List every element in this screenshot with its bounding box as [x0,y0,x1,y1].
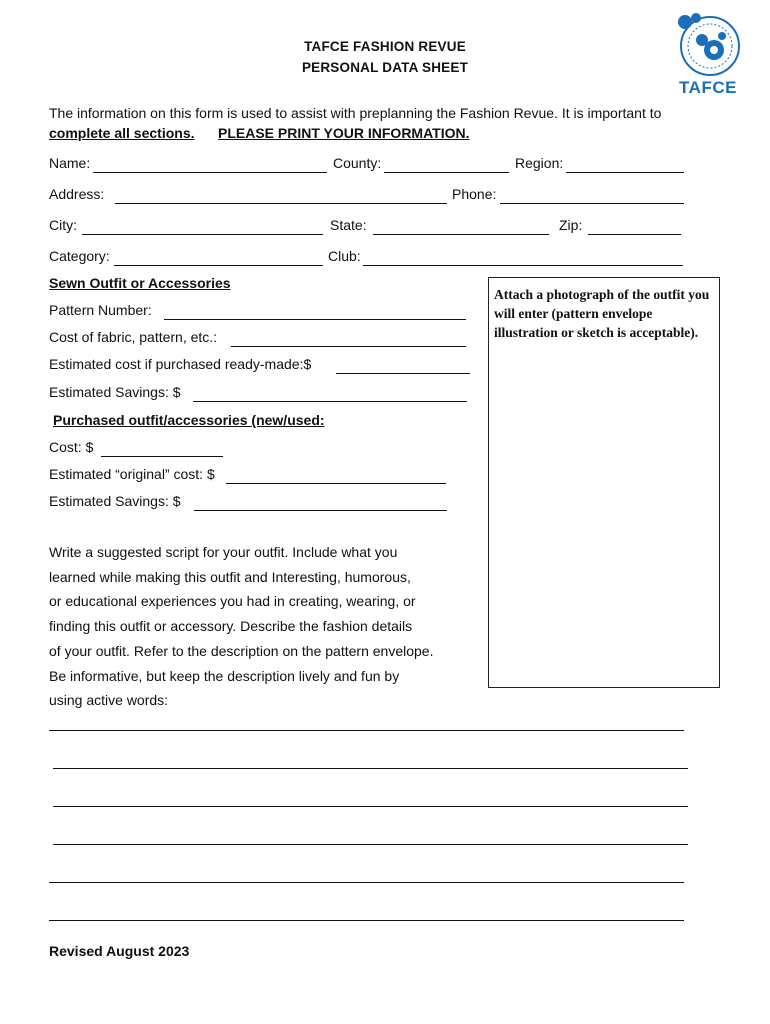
ready-made-cost-label: Estimated cost if purchased ready-made:$ [49,356,312,372]
logo-wordmark: TAFCE [679,78,737,97]
sewn-outfit-heading: Sewn Outfit or Accessories [49,275,231,291]
name-label: Name: [49,155,91,171]
script-line: finding this outfit or accessory. Describe the fashion details [49,618,413,635]
club-field[interactable] [363,248,683,266]
address-field[interactable] [115,186,447,204]
script-writing-line[interactable] [49,730,684,731]
pattern-number-field[interactable] [164,302,466,320]
phone-label: Phone: [452,186,497,202]
sewn-savings-field[interactable] [193,384,467,402]
category-field[interactable] [114,248,323,266]
revised-date: Revised August 2023 [49,943,190,959]
script-line: learned while making this outfit and Interesting, humorous, [49,568,411,585]
script-writing-line[interactable] [53,844,688,845]
script-line: Be informative, but keep the description lively and fun by [49,667,400,684]
county-field[interactable] [384,155,509,173]
tafce-logo [672,10,744,100]
script-writing-line[interactable] [49,882,684,883]
state-field[interactable] [373,217,549,235]
script-writing-line[interactable] [49,920,684,921]
county-label: County: [333,155,382,171]
city-field[interactable] [82,217,323,235]
complete-all-note: complete all sections. [49,125,195,141]
please-print-note: PLEASE PRINT YOUR INFORMATION. [218,125,470,141]
photo-attachment-box[interactable] [488,277,720,688]
zip-field[interactable] [588,217,681,235]
form-subtitle: PERSONAL DATA SHEET [301,60,469,75]
original-cost-field[interactable] [226,466,446,484]
ready-made-cost-field[interactable] [336,356,470,374]
pattern-number-label: Pattern Number: [49,302,152,318]
phone-field[interactable] [500,186,684,204]
category-label: Category: [49,248,110,264]
fabric-cost-label: Cost of fabric, pattern, etc.: [49,329,218,345]
purchased-savings-label: Estimated Savings: $ [49,493,181,509]
script-line: of your outfit. Refer to the description on the pattern envelope. [49,642,434,659]
script-instructions [49,540,479,713]
purchased-outfit-heading: Purchased outfit/accessories (new/used: [53,412,325,428]
club-label: Club: [328,248,361,264]
purchased-savings-field[interactable] [194,493,447,511]
photo-instructions: Attach a photograph of the outfit you will enter (pattern envelope illustration or sketch is acceptable). [494,287,710,340]
address-label: Address: [49,186,105,202]
script-line: Write a suggested script for your outfit. Include what you [49,544,398,560]
script-writing-line[interactable] [53,806,688,807]
script-line: or educational experiences you had in creating, wearing, or [49,593,416,610]
original-cost-label: Estimated “original” cost: $ [49,466,215,482]
script-line: using active words: [49,692,169,709]
name-field[interactable] [93,155,327,173]
fabric-cost-field[interactable] [231,329,466,347]
form-title: TAFCE FASHION REVUE [304,39,466,54]
logo-emblem-icon [672,10,744,80]
purchased-cost-field[interactable] [101,439,223,457]
intro-text: The information on this form is used to assist with preplanning the Fashion Revue. It is important to [49,105,662,121]
city-label: City: [49,217,77,233]
zip-label: Zip: [559,217,583,233]
region-label: Region: [515,155,564,171]
state-label: State: [330,217,367,233]
purchased-cost-label: Cost: $ [49,439,94,455]
region-field[interactable] [566,155,684,173]
script-writing-line[interactable] [53,768,688,769]
sewn-savings-label: Estimated Savings: $ [49,384,181,400]
